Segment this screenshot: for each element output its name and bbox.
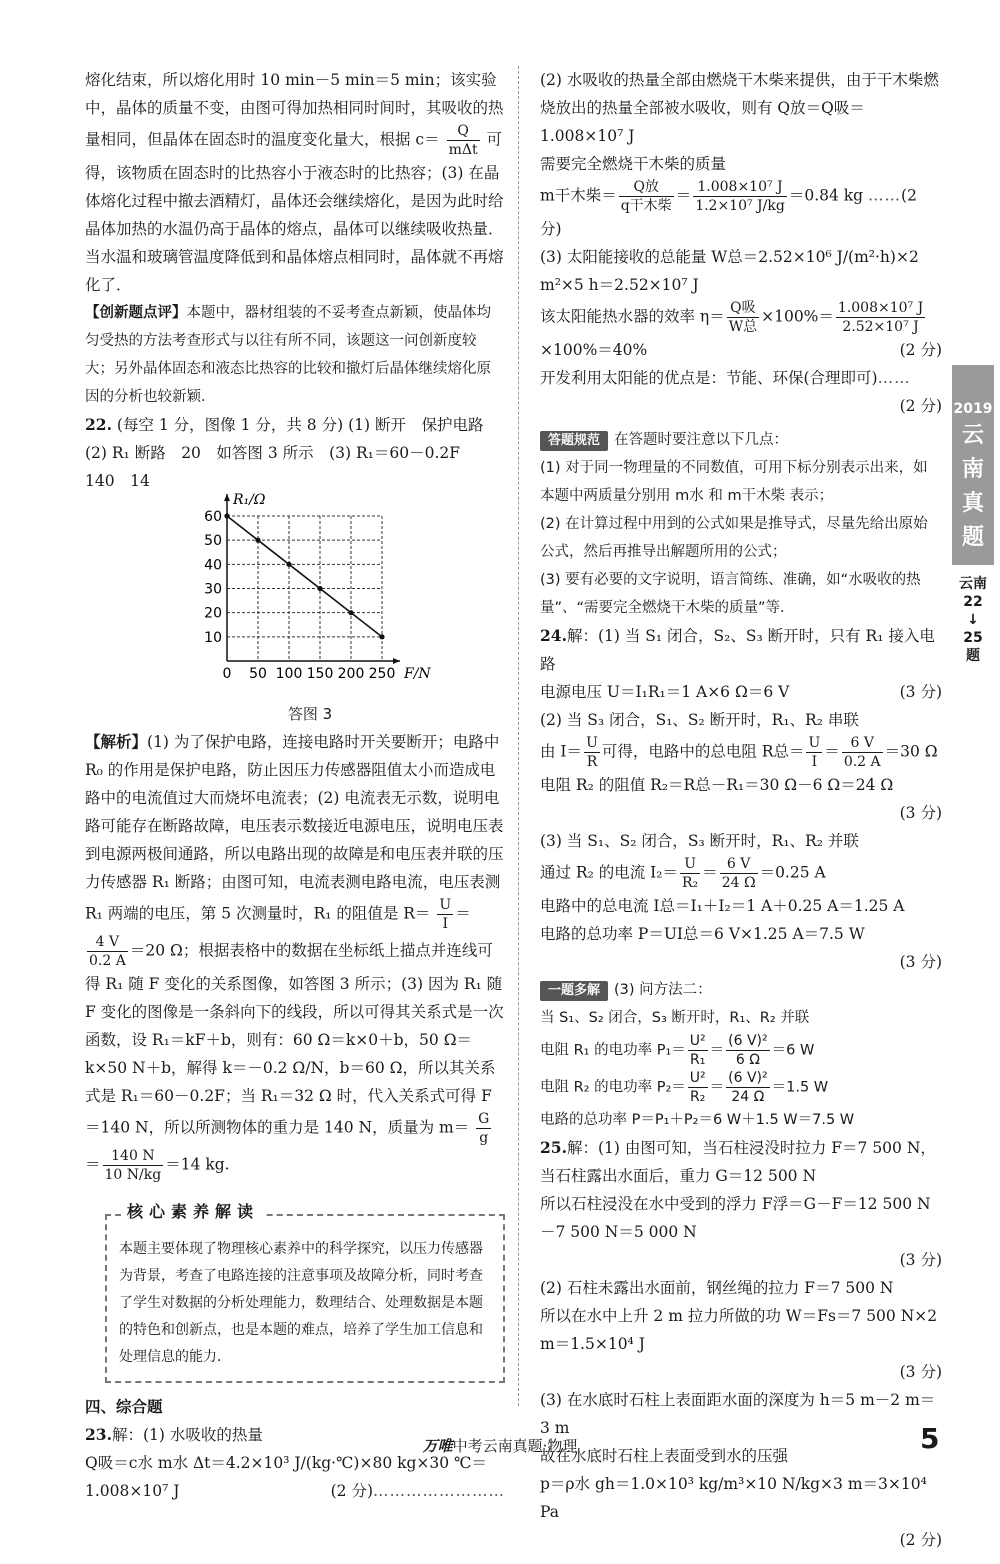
q25: 25.解：(1) 由图可知，当石柱浸没时拉力 F＝7 500 N，当石柱露出水面后，重力 G＝12 500 N 所以石柱浸没在水中受到的浮力 F浮＝G－F＝12 500 N－7 500 N＝5 000 N (3 分) (2) 石柱未露出水面前，钢丝绳的拉力 F＝7 500 N 所以在水中上升 2 m 拉力所做的功 W＝Fs＝7 500 N×2 m＝1.5×10⁴ J (3 分) (3) 在水底时石柱上表面距水面的深度为 h＝5 m－2 m＝3 m 故在水底时石柱上表面受到水的压强 p＝ρ水 gh＝1.0×10³ kg/m³×10 N/kg×3 m＝3×10⁴ Pa (2 分) <box>540 1138 942 1549</box>
footer-text: 中考云南真题·物理 <box>452 1437 578 1455</box>
page-number: 5 <box>920 1422 940 1455</box>
data-point <box>317 586 322 591</box>
q24: 24.解：(1) 当 S₁ 闭合，S₂、S₃ 断开时，只有 R₁ 接入电路 电源电压 U＝I₁R₁＝1 A×6 Ω＝6 V (3 分) (2) 当 S₃ 闭合，S₁、S₂ 断开时，R₁、R₂ 串联 由 I＝ $\frac{U}{R}$ 可得，电路中的总电阻 R总＝ $\frac{U}{I}$ ＝ $\frac{6 V}{0.2 A}$ ＝30 Ω 电阻 R₂ 的阻值 R₂＝R总－R₁＝30 Ω－6 Ω＝24 Ω (3 分) (3) 当 S₁、S₂ 闭合，S₃ 断开时，R₁、R₂ 并联 通过 R₂ 的电流 I₂＝ $\frac{U}{\text{R₂}}$ ＝ $\frac{6 V}{24 \Omega}$ ＝0.25 A 电路中的总电流 I总＝I₁＋I₂＝1 A＋0.25 A＝1.25 A 电路的总功率 P＝UI总＝6 V×1.25 A＝7.5 W (3 分) <box>540 626 942 971</box>
down-arrow-icon: ↓ <box>967 612 979 628</box>
data-point <box>348 610 353 615</box>
tip-tag: 答题规范 <box>540 431 608 451</box>
y-tick-label: 10 <box>204 629 222 646</box>
q23-mass-eq: m干木柴＝ $\frac{\text{Q放}}{\text{q干木柴}}$ ＝ $\frac{\text{1.008×10⁷ J}}{\text{1.2×10⁷ J/kg}}$ ＝0.84 kg ……(2 分) <box>540 179 917 238</box>
y-axis-label: R₁/Ω <box>233 492 266 508</box>
core-literacy-body: 本题主要体现了物理核心素养中的科学探究，以压力传感器为背景，考查了电路连接的注意事项及故障分析，同时考查了学生对数据的分析处理能力，数理结合、处理数据是本题的特色和创新点，也是本题的难点，培养了学生加工信息和处理信息的能力． <box>119 1241 483 1365</box>
y-tick-label: 60 <box>204 509 222 525</box>
q22-answer: 22. (每空 1 分，图像 1 分，共 8 分) (1) 断开 保护电路 (2) R₁ 断路 20 如答图 3 所示 (3) R₁＝60－0.2F 140 14 <box>85 415 484 490</box>
data-point <box>286 562 291 567</box>
chart-answer-figure-3 <box>195 492 431 728</box>
x-tick-label: 0 <box>222 666 232 682</box>
x-tick-label: 250 <box>368 666 396 682</box>
x-axis-label: F/N <box>404 666 431 682</box>
y-tick-label: 50 <box>204 533 222 550</box>
side-tab-char: 云 <box>961 423 984 448</box>
x-tick-label: 50 <box>249 666 267 682</box>
q23-efficiency: 该太阳能热水器的效率 η＝ $\frac{\text{Q吸}}{\text{W总}}$ ×100%＝ $\frac{\text{1.008×10⁷ J}}{\text{2.52×10⁷ J}}$ ×100%＝40% (2 分) <box>540 300 942 359</box>
side-tab-char: 南 <box>961 457 984 482</box>
brand-logo: 万唯 <box>422 1437 453 1455</box>
data-point <box>224 513 229 518</box>
q23-mass-label: 需要完全燃烧干木柴的质量 <box>540 155 727 173</box>
series-line <box>227 516 382 637</box>
right-column <box>540 66 942 1554</box>
innovation-comment: 【创新题点评】本题中，器材组装的不妥考查点新颖，使晶体均匀受热的方法考查形式与以往有所不同，该题这一问创新度较大；另外晶体固态和液态比热容的比较和撤灯后晶体继续熔化原因的分析也较新颖． <box>85 305 491 405</box>
x-axis-arrow <box>393 658 400 664</box>
r1-vs-f-chart <box>195 492 431 691</box>
page-footer <box>0 1432 1000 1460</box>
y-tick-label: 20 <box>204 605 222 622</box>
q23-advantage: 开发利用太阳能的优点是：节能、环保(合理即可)…… (2 分) <box>540 369 942 415</box>
side-tab-char: 题 <box>961 525 984 550</box>
alternative-solution: 一题多解 (3) 问方法二： 当 S₁、S₂ 闭合，S₃ 断开时，R₁、R₂ 并联 电阻 R₁ 的电功率 P₁＝ $\frac{\text{U²}}{\text{R₁}}$ ＝ $\frac{\text{(6 V)²}}{6 \Omega}$ ＝6 W 电阻 R₂ 的电功率 P₂＝ $\frac{\text{U²}}{\text{R₂}}$ ＝ $\frac{\text{(6 V)²}}{24 \Omega}$ ＝1.5 W 电路的总功率 P＝P₁＋P₂＝6 W＋1.5 W＝7.5 W <box>540 982 855 1128</box>
core-literacy-box <box>105 1202 505 1383</box>
x-tick-label: 200 <box>337 666 365 682</box>
q23-part3: (3) 太阳能接收的总能量 W总＝2.52×10⁶ J/(m²·h)×2 m²×5 h＝2.52×10⁷ J <box>540 248 919 294</box>
q23-part1: 23.解：(1) 水吸收的热量 Q吸＝c水 m水 Δt＝4.2×10³ J/(kg·℃)×80 kg×30 ℃＝1.008×10⁷ J …………………… (2 分) <box>85 1425 505 1500</box>
side-tab <box>952 365 994 565</box>
y-tick-label: 30 <box>204 581 222 598</box>
data-point <box>379 634 384 639</box>
question-number: 22. <box>85 415 112 434</box>
alt-tag: 一题多解 <box>540 981 608 1001</box>
paragraph-q21-end: 熔化结束，所以熔化用时 10 min－5 min＝5 min；该实验中，晶体的质量不变，由图可得加热相同时间时，其吸收的热量相同，但晶体在固态时的温度变化量大，根据 c＝ $\frac{Q}{\text{mΔt}}$ 可得，该物质在固态时的比热容小于液态时的比热容；(3) 在晶体熔化过程中撤去酒精灯，晶体还会继续熔化，是因为此时给晶体加热的水温仍高于晶体的熔点，晶体可以继续吸收热量．当水温和玻璃管温度降低到和晶体熔点相同时，晶体就不再熔化了． <box>85 71 504 294</box>
x-tick-label: 100 <box>275 666 303 682</box>
y-tick-label: 40 <box>204 557 222 574</box>
fraction-c: $\frac{Q}{\text{mΔt}}$ <box>448 123 478 158</box>
section-heading: 四、综合题 <box>85 1398 163 1416</box>
chart-caption: 答图 3 <box>287 705 333 723</box>
answer-tips: 答题规范 在答题时要注意以下几点： (1) 对于同一物理量的不同数值，可用下标分别表示出来，如本题中两质量分别用 m水 和 m干木柴 表示； (2) 在计算过程中用到的公式如果是推导式，尽量先给出原始公式，然后再推导出解题所用的公式； (3) 要有必要的文字说明，语言简练、准确，如“水吸收的热量”、“需要完全燃烧干木柴的质量”等． <box>540 432 928 616</box>
q23-part2: (2) 水吸收的热量全部由燃烧干木柴来提供，由于干木柴燃烧放出的热量全部被水吸收，则有 Q放＝Q吸＝1.008×10⁷ J <box>540 71 939 145</box>
side-range-label: 云南 22 ↓ 25 题 <box>952 575 994 665</box>
core-literacy-title: 核心素养解读 <box>121 1198 265 1226</box>
side-tab-year: 2019 <box>953 401 993 417</box>
side-tab-char: 真 <box>961 491 984 516</box>
data-point <box>255 538 260 543</box>
y-axis-arrow <box>224 494 230 501</box>
x-tick-label: 150 <box>306 666 334 682</box>
column-divider <box>518 66 519 1406</box>
analysis-q22: 【解析】(1) 为了保护电路，连接电路时开关要断开；电路中 R₀ 的作用是保护电路，防止因压力传感器阻值太小而造成电路中的电流值过大而烧坏电流表；(2) 电流表无示数，说明电路可能存在断路故障，电压表示数接近电源电压，说明电压表到电源两极间通路，所以电路出现的故障是和电压表并联的压力传感器 R₁ 断路；由图可知，电流表测电路电流，电压表测 R₁ 两端的电压，第 5 次测量时，R₁ 的阻值是 R＝ $\frac{U}{I}$ ＝ $\frac{4 V}{0.2 A}$ ＝20 Ω；根据表格中的数据在坐标纸上描点并连线可得 R₁ 随 F 变化的关系图像，如答图 3 所示；(3) 因为 R₁ 随 F 变化的图像是一条斜向下的线段，所以可得其关系式是一次函数，设 R₁＝kF＋b，则有：60 Ω＝k×0＋b，50 Ω＝k×50 N＋b，解得 k＝－0.2 Ω/N，b＝60 Ω，所以其关系式是 R₁＝60－0.2F；当 R₁＝32 Ω 时，代入关系式可得 F＝140 N，所以所测物体的重力是 140 N，质量为 m＝ $\frac{G}{g}$ ＝ $\frac{140 N}{10 N/kg}$ ＝14 kg. <box>85 732 504 1183</box>
left-column <box>85 66 505 1505</box>
